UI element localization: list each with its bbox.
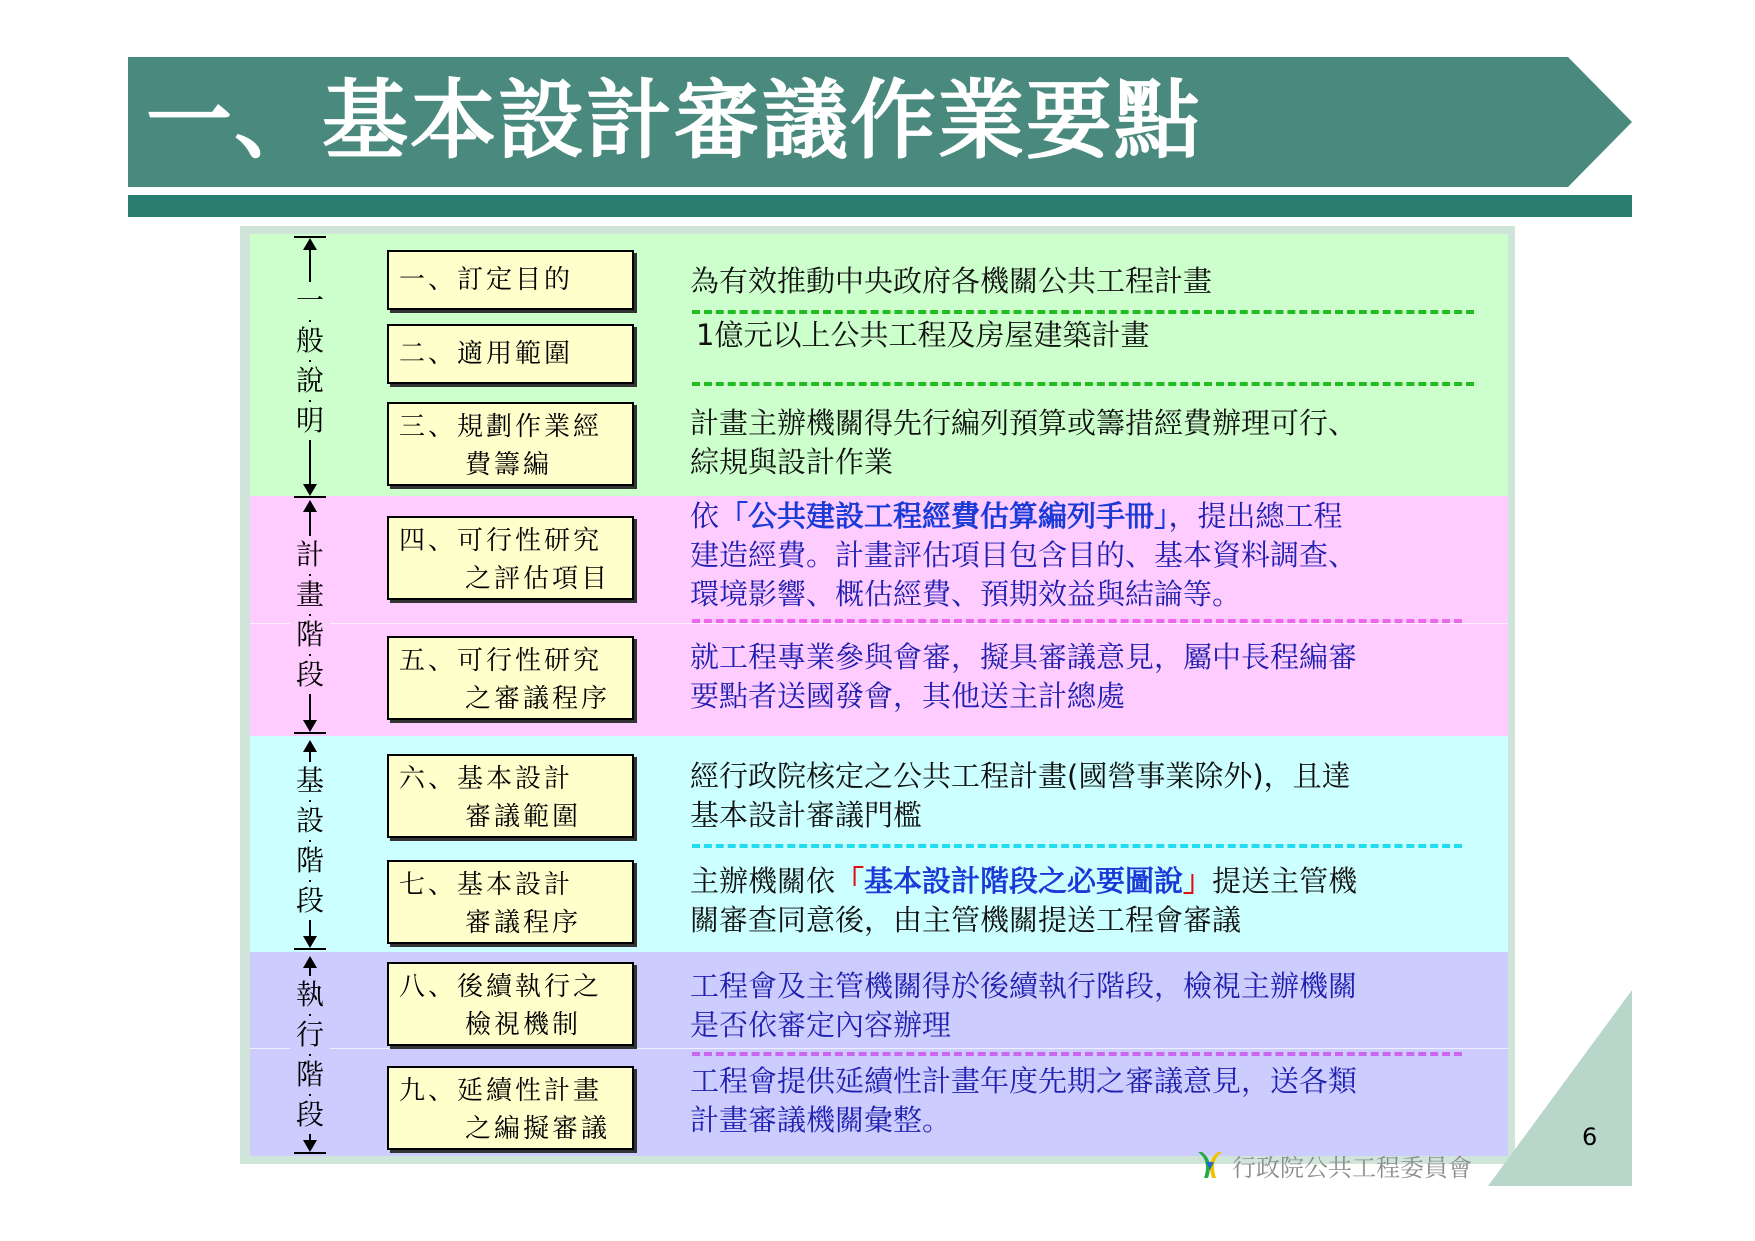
desc-text: 依	[690, 499, 720, 533]
item-label-line2: 審議程序	[465, 908, 582, 938]
desc-followup-line2: 是否依審定內容辦理	[690, 1008, 952, 1042]
bracket-open: 「	[835, 864, 865, 898]
row-separator	[250, 1048, 1508, 1049]
phase-exec	[290, 952, 330, 1156]
item-box-8	[387, 962, 634, 1046]
item-label-line2: 之編擬審議	[465, 1114, 611, 1144]
item-label: 八、後續執行之	[399, 972, 603, 1002]
phase-bottom-tick	[294, 948, 326, 950]
item-label-line2: 檢視機制	[465, 1010, 582, 1040]
desc-text: 提送主管機	[1212, 864, 1358, 898]
item-box-9	[387, 1066, 634, 1150]
item-box-5	[387, 636, 634, 720]
drawing-title-text: 基本設計階段之必要圖說	[864, 864, 1184, 898]
arrow-down-icon	[303, 936, 317, 948]
item-label-line2: 審議範圍	[465, 802, 582, 832]
phase-label-char: 說	[290, 362, 330, 400]
item-box-2	[387, 324, 634, 384]
dashed-divider	[692, 310, 1474, 314]
desc-budget-line2: 綜規與設計作業	[690, 445, 894, 479]
item-label: 三、規劃作業經	[399, 412, 603, 442]
arrow-down-icon	[303, 484, 317, 496]
phase-label-char: 般	[290, 322, 330, 360]
phase-label-char: 階	[290, 1056, 330, 1094]
desc-feasibility-line3: 環境影響、概估經費、預期效益與結論等。	[690, 577, 1242, 611]
phase-label-char: 執	[290, 976, 330, 1014]
manual-title: 「公共建設工程經費估算編列手冊」	[719, 499, 1169, 533]
phase-label-char: 階	[290, 842, 330, 880]
item-label-line2: 費籌編	[465, 450, 553, 480]
phase-label-char: 計	[290, 536, 330, 574]
desc-feasibility-line1	[690, 497, 1480, 536]
phase-label-char: 段	[290, 656, 330, 694]
item-label: 九、延續性計畫	[399, 1076, 603, 1106]
bracket-close: 」	[1183, 864, 1213, 898]
org-name: 行政院公共工程委員會	[1232, 1154, 1472, 1182]
phase-bottom-tick	[294, 732, 326, 734]
dashed-divider	[692, 844, 1462, 848]
row-separator	[250, 623, 1508, 624]
item-label-line2: 之評估項目	[465, 564, 611, 594]
desc-basic-procedure-line2: 關審查同意後，由主管機關提送工程會審議	[690, 903, 1242, 937]
arrow-down-icon	[303, 720, 317, 732]
phase-label-char: 段	[290, 1096, 330, 1134]
phase-label-char: 行	[290, 1016, 330, 1054]
org-logo-icon	[1194, 1148, 1226, 1180]
phase-label-char: 基	[290, 762, 330, 800]
phase-bottom-tick	[294, 1152, 326, 1154]
item-box-4	[387, 516, 634, 600]
item-label: 二、適用範圍	[399, 339, 574, 369]
item-box-3	[387, 402, 634, 486]
page-title: 一、基本設計審議作業要點	[146, 71, 1202, 171]
phase-label-char: 畫	[290, 576, 330, 614]
phase-label-char: 階	[290, 616, 330, 654]
desc-budget-line1: 計畫主辦機關得先行編列預算或籌措經費辦理可行、	[690, 406, 1358, 440]
item-label: 五、可行性研究	[399, 646, 603, 676]
desc-feasibility-line2: 建造經費。計畫評估項目包含目的、基本資料調查、	[690, 538, 1358, 572]
desc-text: ，提出總工程	[1168, 499, 1343, 533]
phase-basic	[290, 736, 330, 952]
item-label: 七、基本設計	[399, 870, 574, 900]
phase-plan	[290, 496, 330, 736]
desc-review-line1: 就工程專業參與會審，擬具審議意見，屬中長程編審	[690, 640, 1358, 674]
arrow-down-icon	[303, 1140, 317, 1152]
desc-purpose: 為有效推動中央政府各機關公共工程計畫	[690, 264, 1213, 298]
phase-general	[290, 236, 330, 498]
desc-continuing-line1: 工程會提供延續性計畫年度先期之審議意見，送各類	[690, 1064, 1358, 1098]
desc-continuing-line2: 計畫審議機關彙整。	[690, 1103, 952, 1137]
phase-label-char: 明	[290, 402, 330, 440]
item-box-1	[387, 250, 634, 310]
desc-basic-scope-line2: 基本設計審議門檻	[690, 798, 923, 832]
item-box-7	[387, 860, 634, 944]
desc-review-line2: 要點者送國發會，其他送主計總處	[690, 679, 1126, 713]
phase-label-char: 設	[290, 802, 330, 840]
item-label: 一、訂定目的	[399, 265, 574, 295]
desc-text: 主辦機關依	[690, 864, 836, 898]
item-label: 六、基本設計	[399, 764, 574, 794]
dashed-divider	[692, 1052, 1462, 1056]
title-underline-bar	[128, 195, 1632, 217]
page-number: 6	[1582, 1123, 1598, 1151]
dashed-divider	[692, 382, 1474, 386]
desc-followup-line1: 工程會及主管機關得於後續執行階段，檢視主辦機關	[690, 969, 1358, 1003]
item-label-line2: 之審議程序	[465, 684, 611, 714]
phase-label-char: 段	[290, 882, 330, 920]
item-label: 四、可行性研究	[399, 526, 603, 556]
item-box-6	[387, 754, 634, 838]
desc-scope: 1億元以上公共工程及房屋建築計畫	[696, 318, 1150, 352]
phase-label-char: 一	[290, 282, 330, 320]
desc-basic-scope-line1: 經行政院核定之公共工程計畫(國營事業除外)，且達	[690, 759, 1351, 793]
drawing-title	[835, 864, 1212, 898]
dashed-divider	[692, 619, 1462, 623]
desc-basic-procedure-line1	[690, 862, 1480, 901]
